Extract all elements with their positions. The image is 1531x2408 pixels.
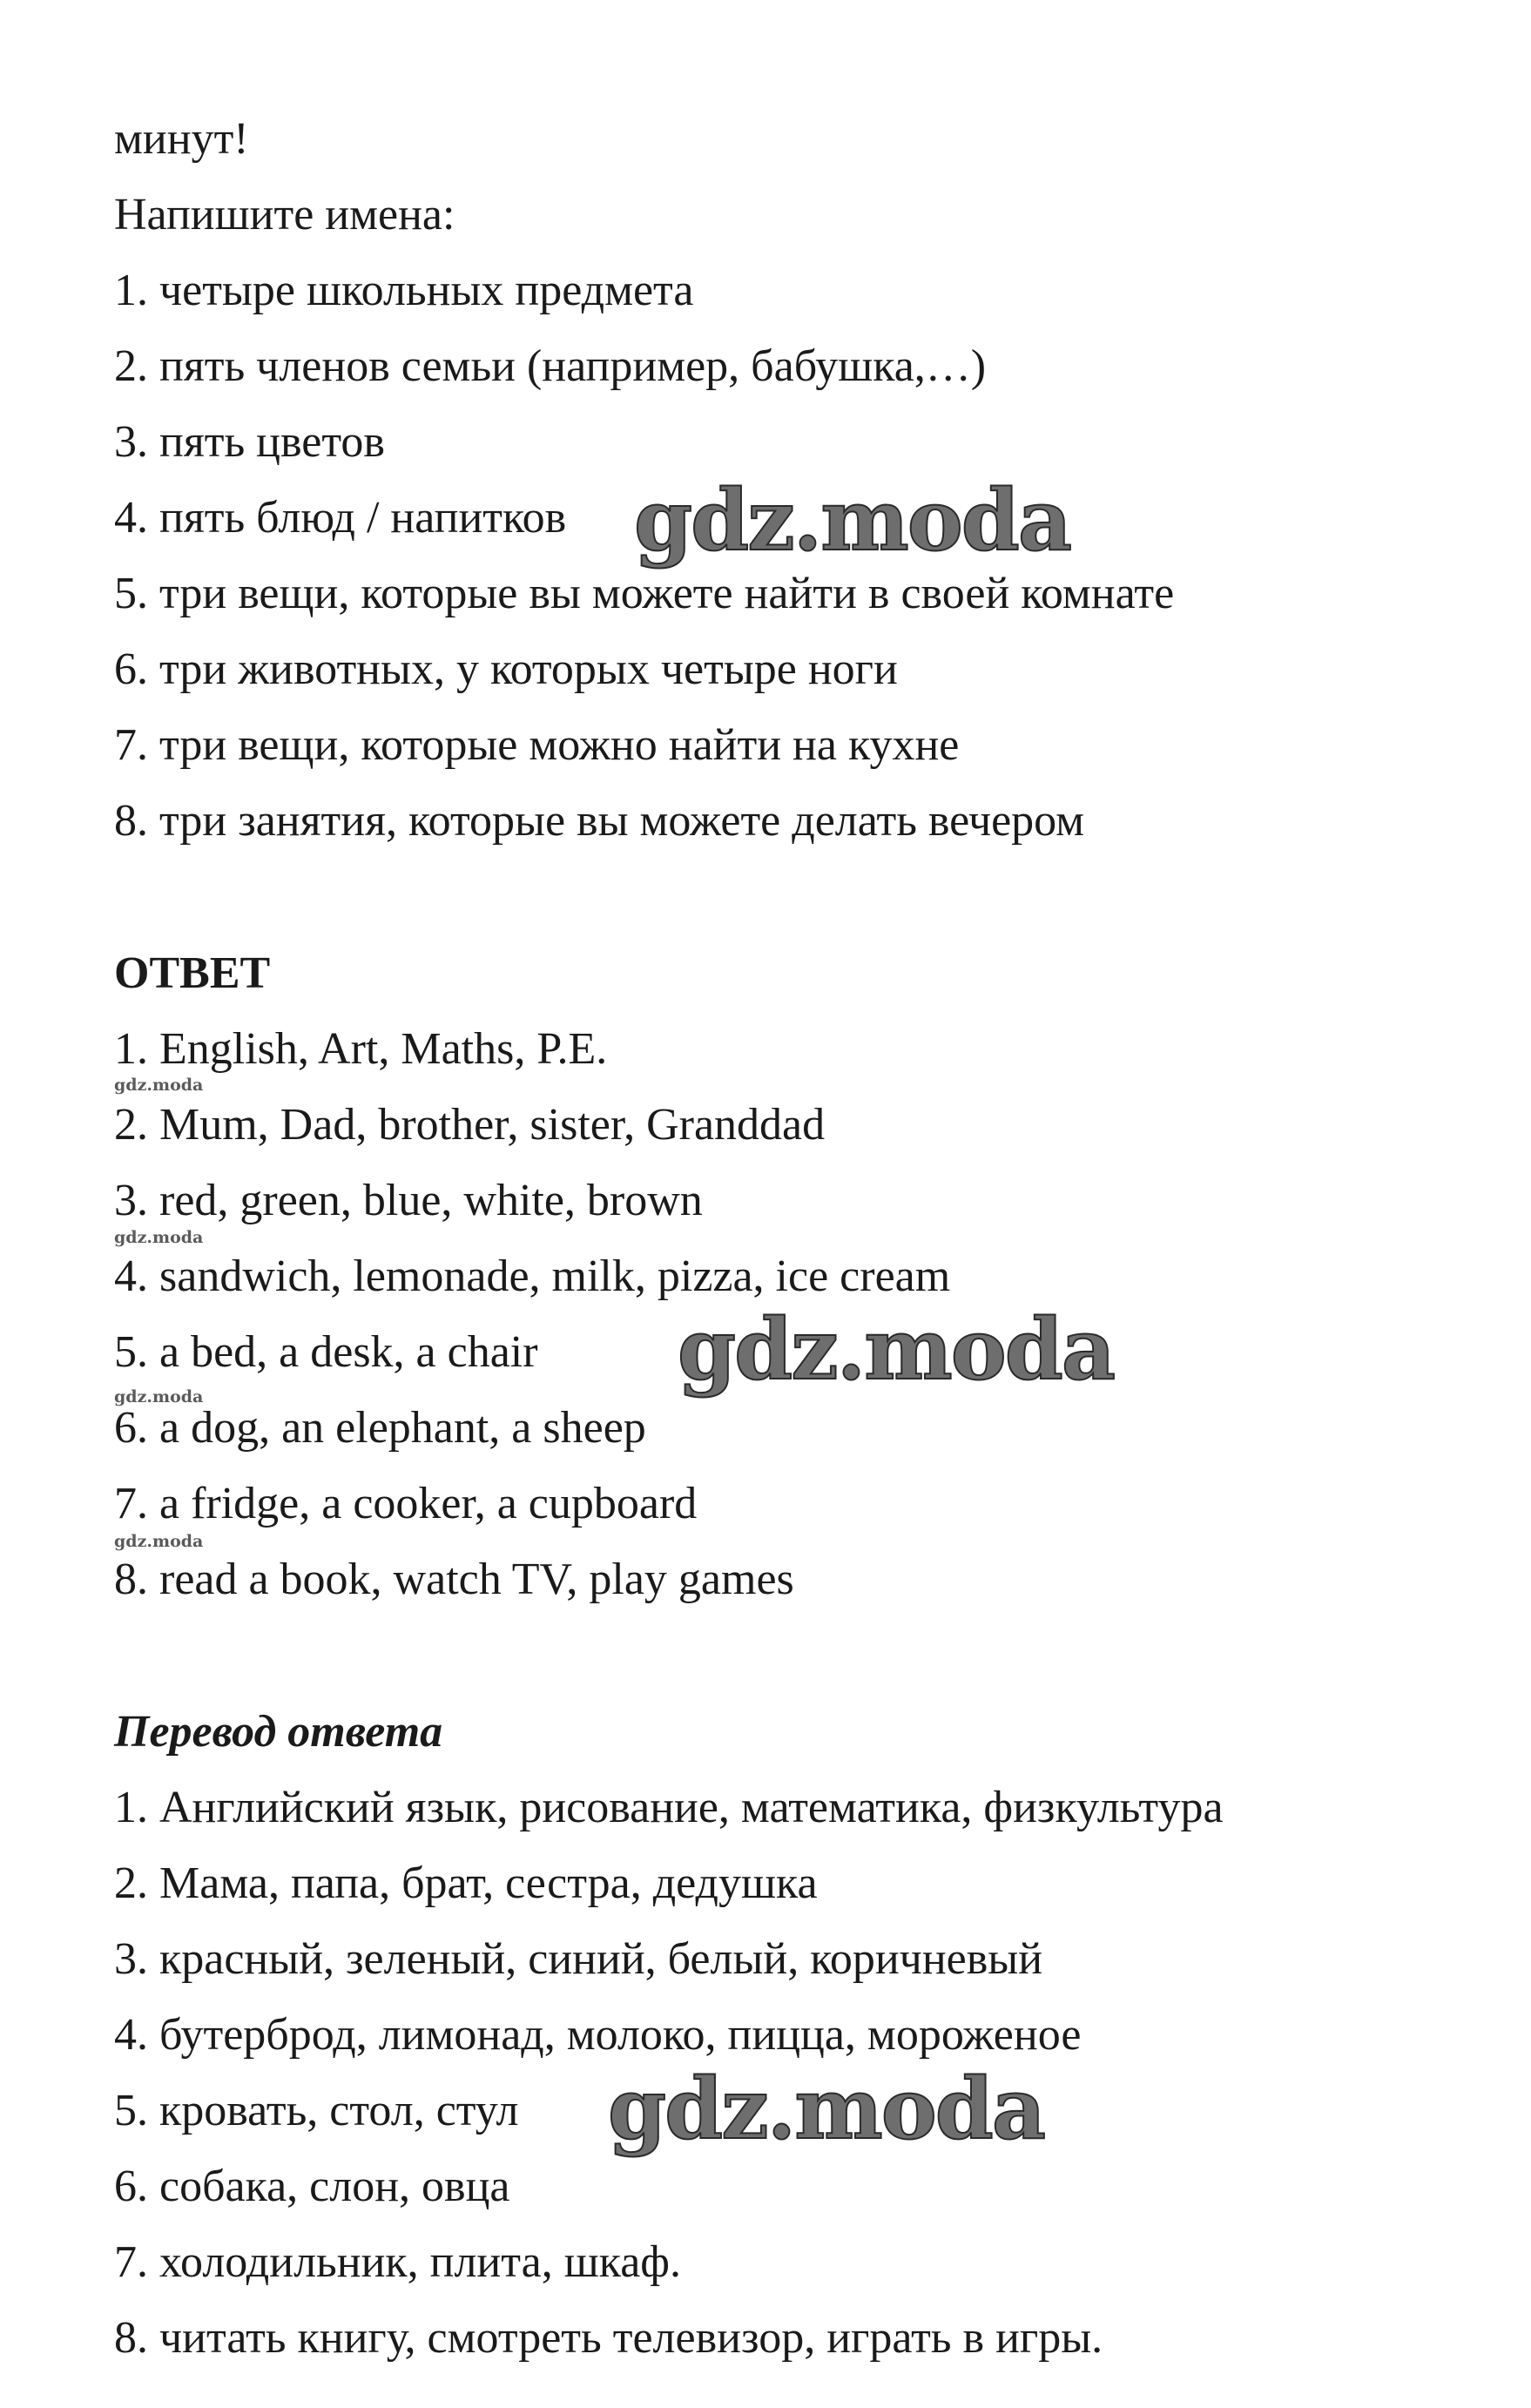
answer-item-8: 8. read a book, watch TV, play games: [114, 1555, 794, 1604]
answer-heading: ОТВЕТ: [114, 948, 271, 998]
translation-item-6: 6. собака, слон, овца: [114, 2162, 510, 2211]
answer-item-6: 6. a dog, an elephant, a sheep: [114, 1403, 646, 1453]
translation-item-4: 4. бутерброд, лимонад, молоко, пицца, мороженое: [114, 2010, 1082, 2060]
task-item-1: 1. четыре школьных предмета: [114, 266, 694, 315]
task-fragment: минут!: [114, 114, 249, 164]
translation-heading: Перевод ответа: [114, 1707, 443, 1757]
watermark-large-3: gdz.moda: [608, 2060, 1045, 2158]
watermark-large-2: gdz.moda: [678, 1300, 1115, 1399]
translation-item-1: 1. Английский язык, рисование, математика, физкультура: [114, 1783, 1224, 1832]
watermark-small-1: gdz.moda: [114, 1076, 204, 1095]
translation-item-2: 2. Мама, папа, брат, сестра, дедушка: [114, 1858, 818, 1908]
answer-item-4: 4. sandwich, lemonade, milk, pizza, ice cream: [114, 1251, 951, 1301]
task-instruction: Напишите имена:: [114, 190, 455, 239]
task-item-4: 4. пять блюд / напитков: [114, 493, 567, 543]
translation-item-7: 7. холодильник, плита, шкаф.: [114, 2237, 681, 2287]
translation-item-8: 8. читать книгу, смотреть телевизор, играть в игры.: [114, 2313, 1103, 2363]
answer-item-7: 7. a fridge, a cooker, a cupboard: [114, 1479, 698, 1528]
task-item-2: 2. пять членов семьи (например, бабушка,…): [114, 341, 987, 391]
answer-item-1: 1. English, Art, Maths, P.E.: [114, 1024, 608, 1074]
answer-item-3: 3. red, green, blue, white, brown: [114, 1176, 703, 1225]
task-item-6: 6. три животных, у которых четыре ноги: [114, 644, 898, 694]
task-item-7: 7. три вещи, которые можно найти на кухне: [114, 720, 960, 770]
watermark-small-2: gdz.moda: [114, 1228, 204, 1247]
task-item-8: 8. три занятия, которые вы можете делать вечером: [114, 796, 1085, 846]
answer-item-2: 2. Mum, Dad, brother, sister, Granddad: [114, 1100, 826, 1150]
watermark-small-3: gdz.moda: [114, 1387, 204, 1406]
task-item-5: 5. три вещи, которые вы можете найти в своей комнате: [114, 569, 1175, 618]
watermark-large-1: gdz.moda: [634, 471, 1071, 570]
watermark-small-4: gdz.moda: [114, 1532, 204, 1551]
translation-item-3: 3. красный, зеленый, синий, белый, коричневый: [114, 1934, 1043, 1984]
translation-item-5: 5. кровать, стол, стул: [114, 2086, 519, 2135]
task-item-3: 3. пять цветов: [114, 417, 385, 467]
answer-item-5: 5. a bed, a desk, a chair: [114, 1327, 538, 1377]
